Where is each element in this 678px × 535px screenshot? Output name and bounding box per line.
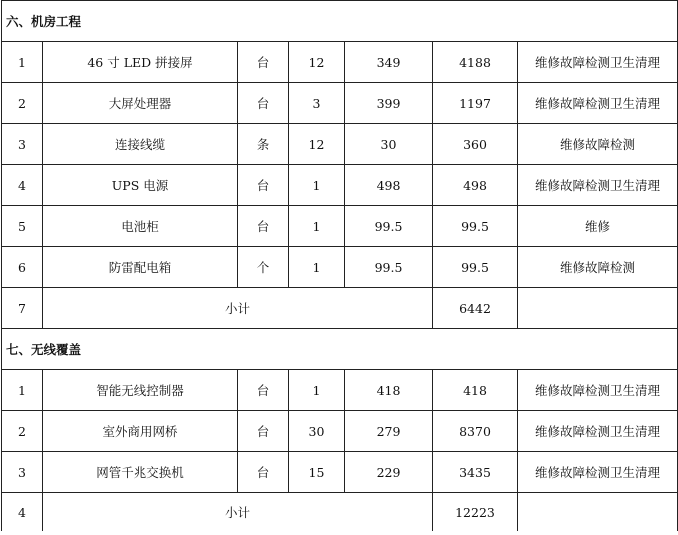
item-service: 维修故障检测卫生清理 <box>518 411 678 452</box>
item-service: 维修 <box>518 206 678 247</box>
item-unit: 个 <box>238 247 289 288</box>
item-total: 3435 <box>433 452 518 493</box>
table-row <box>2 42 678 83</box>
row-number: 6 <box>2 247 43 288</box>
item-price: 279 <box>345 411 433 452</box>
item-quantity: 1 <box>289 165 345 206</box>
row-number: 3 <box>2 452 43 493</box>
item-quantity: 1 <box>289 206 345 247</box>
item-quantity: 30 <box>289 411 345 452</box>
item-unit: 台 <box>238 165 289 206</box>
row-number: 1 <box>2 42 43 83</box>
section-header-row <box>2 1 678 42</box>
subtotal-row <box>2 288 678 329</box>
item-price: 418 <box>345 370 433 411</box>
item-unit: 台 <box>238 370 289 411</box>
row-number: 2 <box>2 83 43 124</box>
table-row <box>2 165 678 206</box>
item-unit: 条 <box>238 124 289 165</box>
item-quantity: 1 <box>289 247 345 288</box>
item-service: 维修故障检测卫生清理 <box>518 83 678 124</box>
item-total: 360 <box>433 124 518 165</box>
item-service: 维修故障检测卫生清理 <box>518 370 678 411</box>
table-row <box>2 124 678 165</box>
section-header-row <box>2 329 678 370</box>
subtotal-label: 小计 <box>43 493 433 532</box>
table-row <box>2 452 678 493</box>
subtotal-total: 12223 <box>433 493 518 532</box>
item-price: 349 <box>345 42 433 83</box>
item-name: 连接线缆 <box>43 124 238 165</box>
item-service: 维修故障检测卫生清理 <box>518 165 678 206</box>
subtotal-row <box>2 493 678 532</box>
section-title: 七、无线覆盖 <box>2 329 678 370</box>
item-total: 4188 <box>433 42 518 83</box>
item-quantity: 3 <box>289 83 345 124</box>
item-name: 大屏处理器 <box>43 83 238 124</box>
item-name: 46 寸 LED 拼接屏 <box>43 42 238 83</box>
item-unit: 台 <box>238 83 289 124</box>
item-name: 电池柜 <box>43 206 238 247</box>
item-name: 网管千兆交换机 <box>43 452 238 493</box>
item-total: 8370 <box>433 411 518 452</box>
item-quantity: 12 <box>289 124 345 165</box>
item-quantity: 12 <box>289 42 345 83</box>
row-number: 5 <box>2 206 43 247</box>
subtotal-label: 小计 <box>43 288 433 329</box>
item-unit: 台 <box>238 411 289 452</box>
item-service: 维修故障检测卫生清理 <box>518 452 678 493</box>
item-name: 防雷配电箱 <box>43 247 238 288</box>
subtotal-service <box>518 288 678 329</box>
item-total: 99.5 <box>433 247 518 288</box>
row-number: 2 <box>2 411 43 452</box>
subtotal-total: 6442 <box>433 288 518 329</box>
item-price: 30 <box>345 124 433 165</box>
item-service: 维修故障检测 <box>518 247 678 288</box>
item-quantity: 1 <box>289 370 345 411</box>
table-row <box>2 370 678 411</box>
item-total: 1197 <box>433 83 518 124</box>
item-price: 99.5 <box>345 206 433 247</box>
row-number: 4 <box>2 165 43 206</box>
row-number: 3 <box>2 124 43 165</box>
item-total: 418 <box>433 370 518 411</box>
equipment-table <box>1 0 678 531</box>
row-number: 7 <box>2 288 43 329</box>
item-price: 229 <box>345 452 433 493</box>
table-row <box>2 83 678 124</box>
item-unit: 台 <box>238 42 289 83</box>
item-quantity: 15 <box>289 452 345 493</box>
item-total: 498 <box>433 165 518 206</box>
table-row <box>2 206 678 247</box>
item-total: 99.5 <box>433 206 518 247</box>
item-unit: 台 <box>238 206 289 247</box>
item-price: 498 <box>345 165 433 206</box>
item-service: 维修故障检测 <box>518 124 678 165</box>
item-service: 维修故障检测卫生清理 <box>518 42 678 83</box>
row-number: 1 <box>2 370 43 411</box>
section-title: 六、机房工程 <box>2 1 678 42</box>
item-name: 智能无线控制器 <box>43 370 238 411</box>
item-unit: 台 <box>238 452 289 493</box>
item-price: 99.5 <box>345 247 433 288</box>
table-row <box>2 247 678 288</box>
item-name: UPS 电源 <box>43 165 238 206</box>
subtotal-service <box>518 493 678 532</box>
item-name: 室外商用网桥 <box>43 411 238 452</box>
row-number: 4 <box>2 493 43 532</box>
item-price: 399 <box>345 83 433 124</box>
table-row <box>2 411 678 452</box>
